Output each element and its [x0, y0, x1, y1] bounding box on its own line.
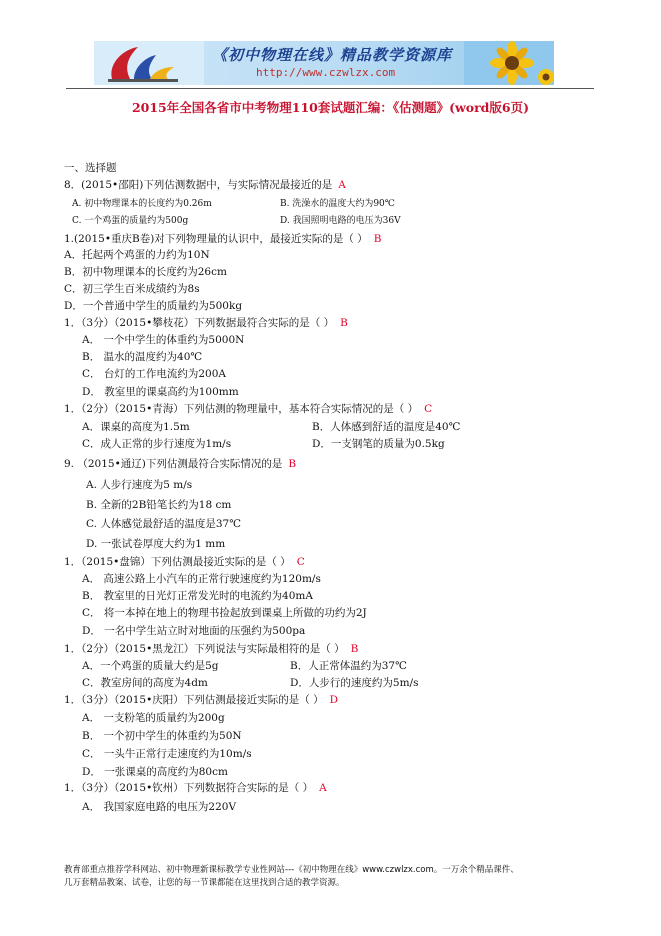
- option: C． 将一本掉在地上的物理书捡起放到课桌上所做的功约为2J: [82, 607, 367, 619]
- option: A. 人步行速度为5 m/s: [86, 479, 193, 491]
- option: D．一支钢笔的质量为0.5kg: [312, 438, 445, 450]
- footer-line: 几万套精品教案、试卷，让您的每一节课都能在这里找到合适的教学资源。: [64, 878, 345, 888]
- page-footer: [64, 864, 604, 890]
- option: B．人正常体温约为37℃: [290, 660, 407, 672]
- answer-key: B: [350, 643, 359, 655]
- answer-key: B: [373, 233, 382, 245]
- banner-url[interactable]: http://www.czwlzx.com: [256, 66, 396, 79]
- question-stem: 1．（3分）（2015•攀枝花）下列数据最符合实际的是（ ） B: [64, 317, 348, 329]
- footer-line: 教育部重点推荐学科网站、初中物理新课标教学专业性网站---《初中物理在线》www.czwlzx.com。一万余个精品课件、: [64, 865, 519, 875]
- option: C． 台灯的工作电流约为200A: [82, 368, 226, 380]
- answer-key: C: [424, 403, 433, 415]
- option: D．一个普通中学生的质量约为500kg: [64, 300, 243, 312]
- option: A．课桌的高度为1.5m: [82, 421, 190, 433]
- question-stem: 1．（2分）（2015•黑龙江）下列说法与实际最相符的是（ ） B: [64, 643, 359, 655]
- option: C．成人正常的步行速度为1m/s: [82, 438, 232, 450]
- answer-key: C: [296, 556, 305, 568]
- option: C．教室房间的高度为4dm: [82, 677, 208, 689]
- option: B． 一个初中学生的体重约为50N: [82, 730, 242, 742]
- option: C. 人体感觉最舒适的温度是37℃: [86, 518, 241, 530]
- sunflower-icon: [464, 41, 554, 85]
- section-heading: 一、选择题: [64, 162, 117, 174]
- question-stem: 1.(2015•重庆B卷)对下列物理量的认识中，最接近实际的是（ ） B: [64, 233, 382, 245]
- question-stem: 1．（2015•盘锦）下列估测最接近实际的是（ ） C: [64, 556, 305, 568]
- option: C. 一个鸡蛋的质量约为500g: [72, 216, 189, 226]
- option: D． 一名中学生站立时对地面的压强约为500pa: [82, 625, 306, 637]
- site-banner: [94, 41, 554, 85]
- answer-key: A: [319, 782, 327, 794]
- question-stem: 1．（2分）（2015•青海）下列估测的物理量中，基本符合实际情况的是（ ） C: [64, 403, 433, 415]
- option: D．人步行的速度约为5m/s: [290, 677, 419, 689]
- answer-key: B: [288, 458, 297, 470]
- option: A．一个鸡蛋的质量大约是5g: [82, 660, 219, 672]
- answer-key: D: [329, 694, 339, 706]
- option: B． 教室里的日光灯正常发光时的电流约为40mA: [82, 590, 313, 602]
- option: B． 温水的温度约为40℃: [82, 351, 203, 363]
- option: D. 我国照明电路的电压为36V: [280, 216, 401, 226]
- option: C．初三学生百米成绩约为8s: [64, 283, 200, 295]
- option: A． 高速公路上小汽车的正常行驶速度约为120m/s: [82, 573, 321, 585]
- page-title: 2015年全国各省市中考物理110套试题汇编：《估测题》(word版6页): [131, 100, 530, 115]
- option: B. 全新的2B铅笔长约为18 cm: [86, 499, 232, 511]
- header-rule: [66, 88, 594, 89]
- option: A．托起两个鸡蛋的力约为10N: [64, 249, 210, 261]
- option: A． 一个中学生的体重约为5000N: [82, 334, 245, 346]
- option: B. 洗澡水的温度大约为90℃: [280, 199, 395, 209]
- option: C． 一头牛正常行走速度约为10m/s: [82, 748, 252, 760]
- site-logo-icon: [94, 41, 204, 85]
- question-stem: 1．（3分）（2015•庆阳）下列估测最接近实际的是（ ） D: [64, 694, 339, 706]
- option: D． 教室里的课桌高约为100mm: [82, 386, 239, 398]
- option: B．初中物理课本的长度约为26cm: [64, 266, 227, 278]
- option: D． 一张课桌的高度约为80cm: [82, 766, 228, 778]
- answer-key: A: [338, 179, 346, 191]
- question-stem: 9. （2015•通辽)下列估测最符合实际情况的是 B: [64, 458, 297, 470]
- banner-title: 《初中物理在线》精品教学资源库: [212, 46, 453, 64]
- option: B．人体感到舒适的温度是40℃: [312, 421, 461, 433]
- answer-key: B: [340, 317, 348, 329]
- option: A． 我国家庭电路的电压为220V: [82, 801, 237, 813]
- question-stem: 1．（3分）（2015•钦州）下列数据符合实际的是（ ） A: [64, 782, 327, 794]
- option: A． 一支粉笔的质量约为200g: [82, 712, 225, 724]
- option: D. 一张试卷厚度大约为1 mm: [86, 538, 226, 550]
- question-stem: 8．(2015•邵阳)下列估测数据中，与实际情况最接近的是 A: [64, 179, 346, 191]
- option: A. 初中物理课本的长度约为0.26m: [72, 199, 212, 209]
